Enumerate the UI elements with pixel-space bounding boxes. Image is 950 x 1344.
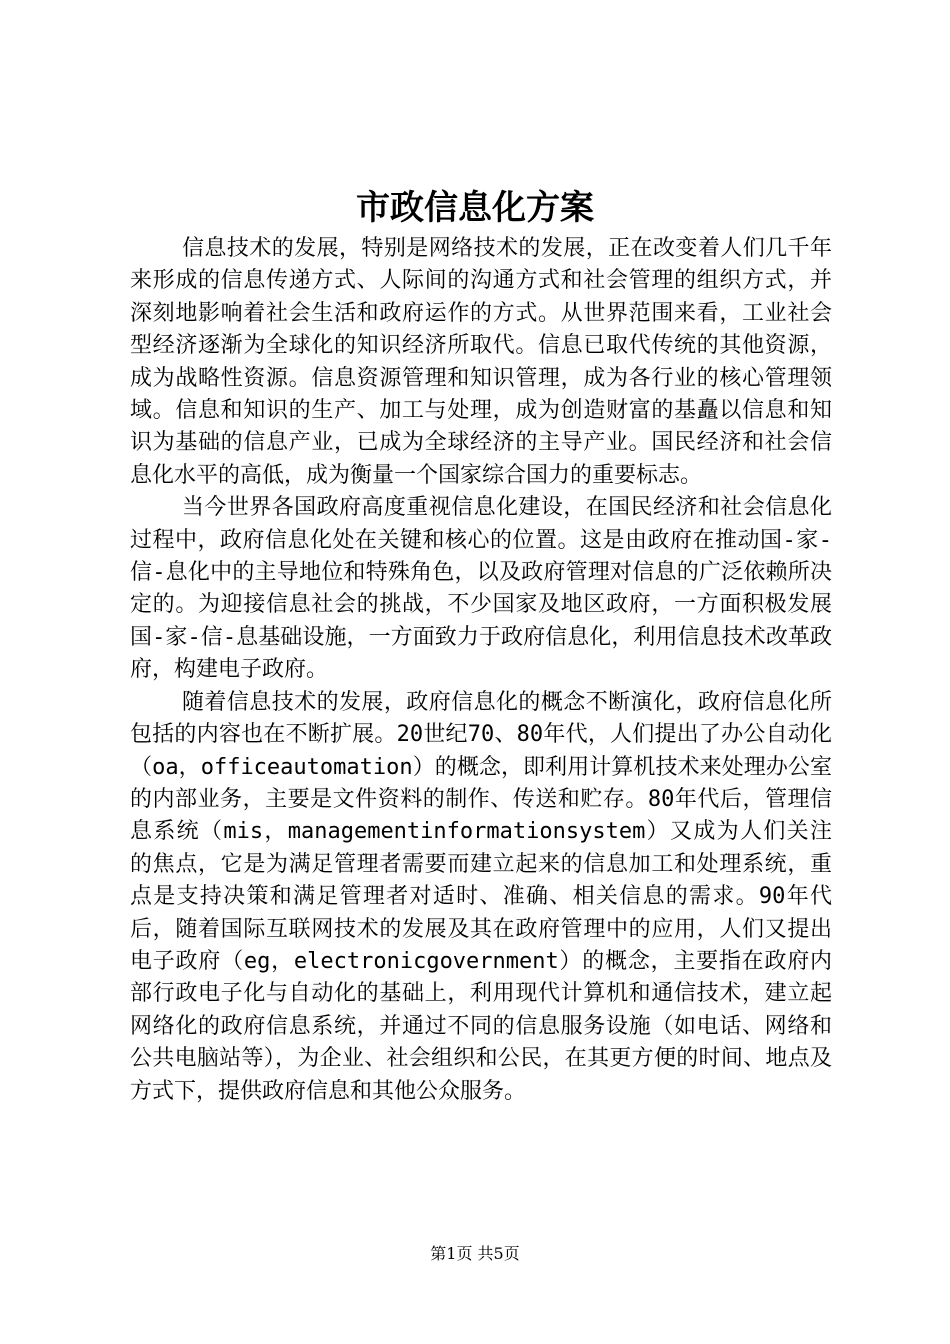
page-footer: 第1页 共5页 xyxy=(430,1244,520,1263)
document-title: 市政信息化方案 xyxy=(356,188,594,228)
paragraph-1: 信息技术的发展，特别是网络技术的发展，正在改变着人们几千年来形成的信息传递方式、人际间的沟通方式和社会管理的组织方式，并深刻地影响着社会生活和政府运作的方式。从世界范围来看，工业社会型经济逐渐为全球化的知识经济所取代。信息已取代传统的其他资源，成为战略性资源。信息资源管理和知识管理，成为各行业的核心管理领域。信息和知识的生产、加工与处理，成为创造财富的基矗以信息和知识为基础的信息产业，已成为全球经济的主导产业。国民经济和社会信息化水平的高低，成为衡量一个国家综合国力的重要标志。 xyxy=(130,236,832,488)
paragraph-2: 当今世界各国政府高度重视信息化建设，在国民经济和社会信息化过程中，政府信息化处在关键和核心的位置。这是由政府在推动国-家-信-息化中的主导地位和特殊角色，以及政府管理对信息的广泛依赖所决定的。为迎接信息社会的挑战，不少国家及地区政府，一方面积极发展国-家-信-息基础设施，一方面致力于政府信息化，利用信息技术改革政府，构建电子政府。 xyxy=(130,495,832,683)
paragraph-3: 随着信息技术的发展，政府信息化的概念不断演化，政府信息化所包括的内容也在不断扩展。20世纪70、80年代，人们提出了办公自动化（oa，officeautomation）的概念，即利用计算机技术来处理办公室的内部业务，主要是文件资料的制作、传送和贮存。80年代后，管理信息系统（mis，managementinformationsystem）又成为人们关注的焦点，它是为满足管理者需要而建立起来的信息加工和处理系统，重点是支持决策和满足管理者对适时、准确、相关信息的需求。90年代后，随着国际互联网技术的发展及其在政府管理中的应用，人们又提出电子政府（eg，electronicgovernment）的概念，主要指在政府内部行政电子化与自动化的基础上，利用现代计算机和通信技术，建立起网络化的政府信息系统，并通过不同的信息服务设施（如电话、网络和公共电脑站等），为企业、社会组织和公民，在其更方便的时间、地点及方式下，提供政府信息和其他公众服务。 xyxy=(130,689,832,1104)
document-body xyxy=(130,233,832,1108)
